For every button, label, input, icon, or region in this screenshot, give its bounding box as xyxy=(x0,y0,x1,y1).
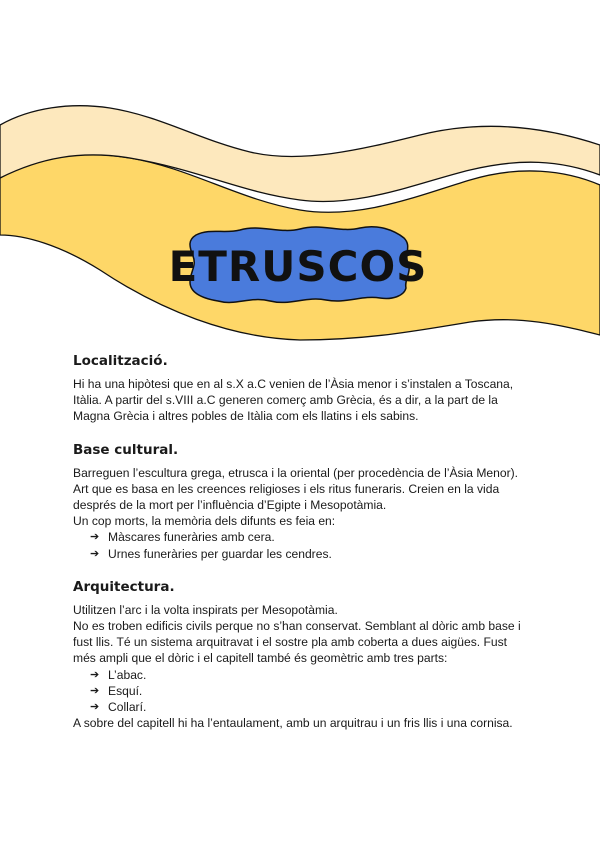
section-paragraph: Hi ha una hipòtesi que en al s.X a.C venien de l’Àsia menor i s’instalen a Toscana, Itàlia. A partir del s.VIII a.C generen comerç amb Grècia, és a dir, a la part de la Magna Grècia i altres pobles de Itàlia com els llatins i els sabins. xyxy=(73,377,514,424)
title-banner xyxy=(0,100,600,350)
section-heading: Arquitectura. xyxy=(73,578,175,595)
list-item-text: Màscares funeràries amb cera. xyxy=(108,530,275,545)
list-item xyxy=(90,546,533,562)
list-item xyxy=(90,529,533,545)
list-item-text: Collarí. xyxy=(108,700,147,715)
arrow-bullet-icon: ➔ xyxy=(90,701,100,714)
section-localitzacio xyxy=(73,352,533,425)
arrow-bullet-icon: ➔ xyxy=(90,531,100,544)
list-item-text: Esquí. xyxy=(108,683,143,698)
section-base-cultural xyxy=(73,441,533,562)
section-heading: Localització. xyxy=(73,353,168,369)
page-title: ETRUSCOS xyxy=(168,242,428,291)
arrow-bullet-icon: ➔ xyxy=(90,547,100,560)
list-item-text: L’abac. xyxy=(108,667,147,682)
list-item xyxy=(90,699,533,715)
section-heading: Base cultural. xyxy=(73,441,179,458)
list-item xyxy=(90,667,533,683)
section-paragraph: Barreguen l’escultura grega, etrusca i la oriental (per procedència de l’Àsia Menor). Art que es basa en les creences religioses i els ritus funeraris. Creien en la vida després de la mort per l’influència d’Egipte i Mesopotàmia. xyxy=(73,465,519,513)
section-paragraph: A sobre del capitell hi ha l’entaulament, amb un arquitrau i un fris llis i una cornisa. xyxy=(73,716,513,731)
list-item xyxy=(90,683,533,699)
bullet-list xyxy=(73,529,533,561)
bullet-list xyxy=(73,667,533,716)
section-paragraph: No es troben edificis civils perque no s’han conservat. Semblant al dòric amb base i fust llis. Té un sistema arquitravat i el sostre pla amb coberta a dues aigües. Fust més ampli que el dòric i el capitell també és geomètric amb tres parts: xyxy=(73,619,521,666)
arrow-bullet-icon: ➔ xyxy=(90,668,100,681)
document-body xyxy=(73,352,533,747)
section-arquitectura xyxy=(73,578,533,732)
section-paragraph: Utilitzen l’arc i la volta inspirats per Mesopotàmia. xyxy=(73,602,338,617)
arrow-bullet-icon: ➔ xyxy=(90,684,100,697)
section-paragraph: Un cop morts, la memòria dels difunts es feia en: xyxy=(73,514,336,529)
list-item-text: Urnes funeràries per guardar les cendres. xyxy=(108,546,332,561)
